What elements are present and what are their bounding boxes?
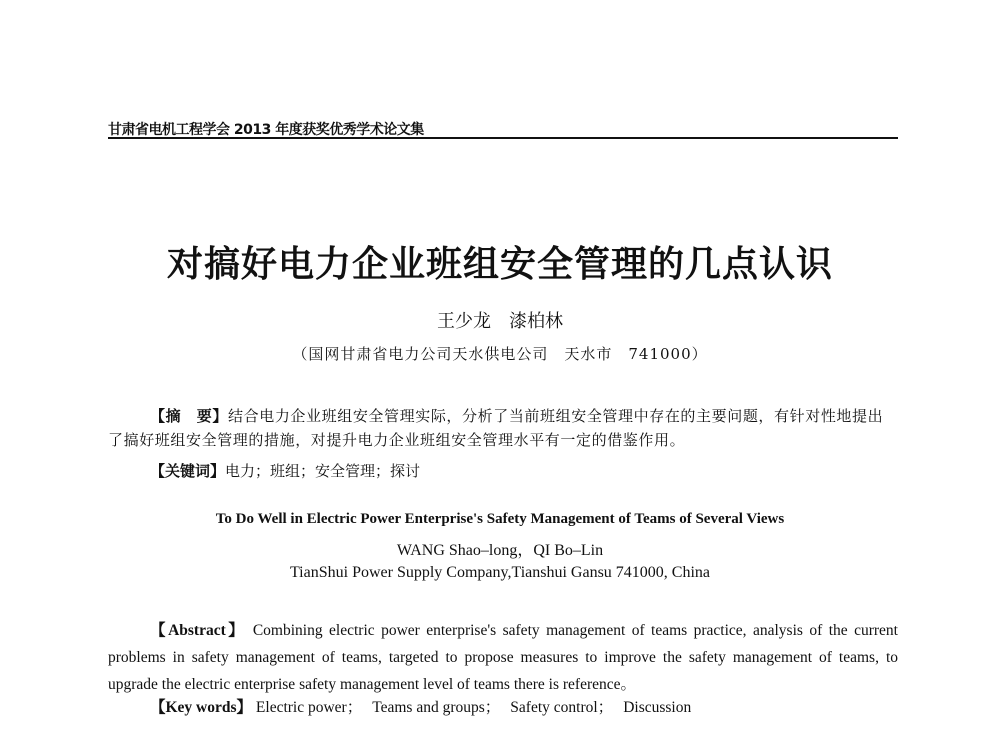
keywords-cn-label: 【关键词】: [150, 462, 226, 480]
keyword-en: Electric power；: [255, 699, 363, 716]
keyword-en: Discussion: [623, 699, 692, 716]
paper-title-cn: 对搞好电力企业班组安全管理的几点认识: [166, 243, 833, 285]
abstract-cn-label: 【摘 要】: [150, 407, 229, 425]
keywords-en: [150, 695, 898, 717]
keywords-en-label: 【Key words】: [150, 699, 253, 716]
abstract-cn: [108, 404, 898, 452]
keywords-cn: [150, 459, 898, 483]
affiliation-en: TianShui Power Supply Company,Tianshui Gansu 741000, China: [289, 564, 711, 581]
header-rule: [108, 137, 898, 139]
authors-cn: 王少龙 漆柏林: [437, 311, 563, 332]
keyword-en: Teams and groups；: [372, 699, 501, 716]
abstract-en-label: 【Abstract】: [150, 622, 247, 639]
keyword-en: Safety control；: [510, 699, 614, 716]
authors-en: WANG Shao–long，QI Bo–Lin: [396, 542, 604, 559]
abstract-en: [108, 617, 898, 698]
abstract-cn-body: 结合电力企业班组安全管理实际，分析了当前班组安全管理中存在的主要问题，有针对性地提出了搞好班组安全管理的措施，对提升电力企业班组安全管理水平有一定的借鉴作用。: [108, 407, 884, 449]
paper-title-en: To Do Well in Electric Power Enterprise's Safety Management of Teams of Several Views: [215, 511, 785, 527]
abstract-en-body: Combining electric power enterprise's safety management of teams practice, analysis of the current problems in safety management of teams, targeted to propose measures to improve the safety management of teams, to upgrade the electric enterprise safety management level of teams there is reference。: [108, 622, 898, 693]
journal-header: 甘肃省电机工程学会 2013 年度获奖优秀学术论文集: [108, 122, 424, 138]
affiliation-cn: （国网甘肃省电力公司天水供电公司 天水市 741000）: [292, 345, 708, 363]
keywords-cn-body: 电力；班组；安全管理；探讨: [225, 462, 421, 480]
